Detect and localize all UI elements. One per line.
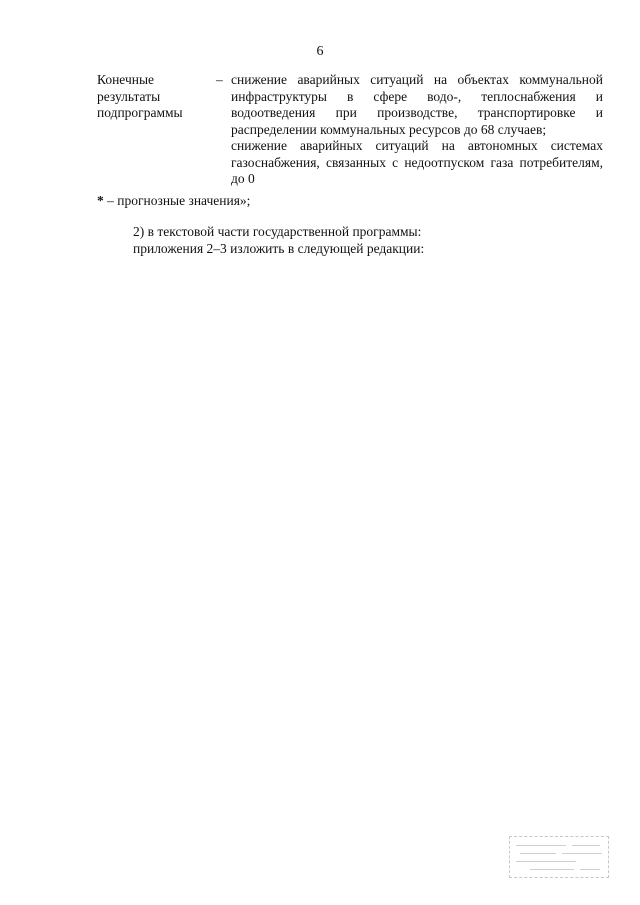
results-label (97, 72, 207, 122)
result-item: снижение аварийных ситуаций на автономных системах газоснабжения, связанных с недоотпуском газа потребителям, до 0 (231, 138, 603, 186)
footnote (97, 193, 250, 209)
footnote-text: – прогнозные значения»; (103, 193, 251, 208)
results-dash: – (216, 72, 223, 87)
paragraph: 2) в текстовой части государственной программы: (133, 224, 422, 239)
results-label-line: Конечные (97, 72, 155, 87)
results-body (231, 72, 603, 188)
faint-stamp (509, 836, 609, 878)
result-item: снижение аварийных ситуаций на объектах коммунальной инфраструктуры в сфере водо-, теплоснабжения и водоотведения при производстве, транспортировке и распределении коммунальных ресурсов до 68 случаев; (231, 72, 603, 137)
results-label-line: результаты (97, 88, 161, 104)
paragraph: приложения 2–3 изложить в следующей редакции: (133, 241, 425, 256)
results-label-line: подпрограммы (97, 105, 183, 120)
page-number: 6 (316, 44, 324, 59)
footnote-star: * (97, 193, 104, 208)
